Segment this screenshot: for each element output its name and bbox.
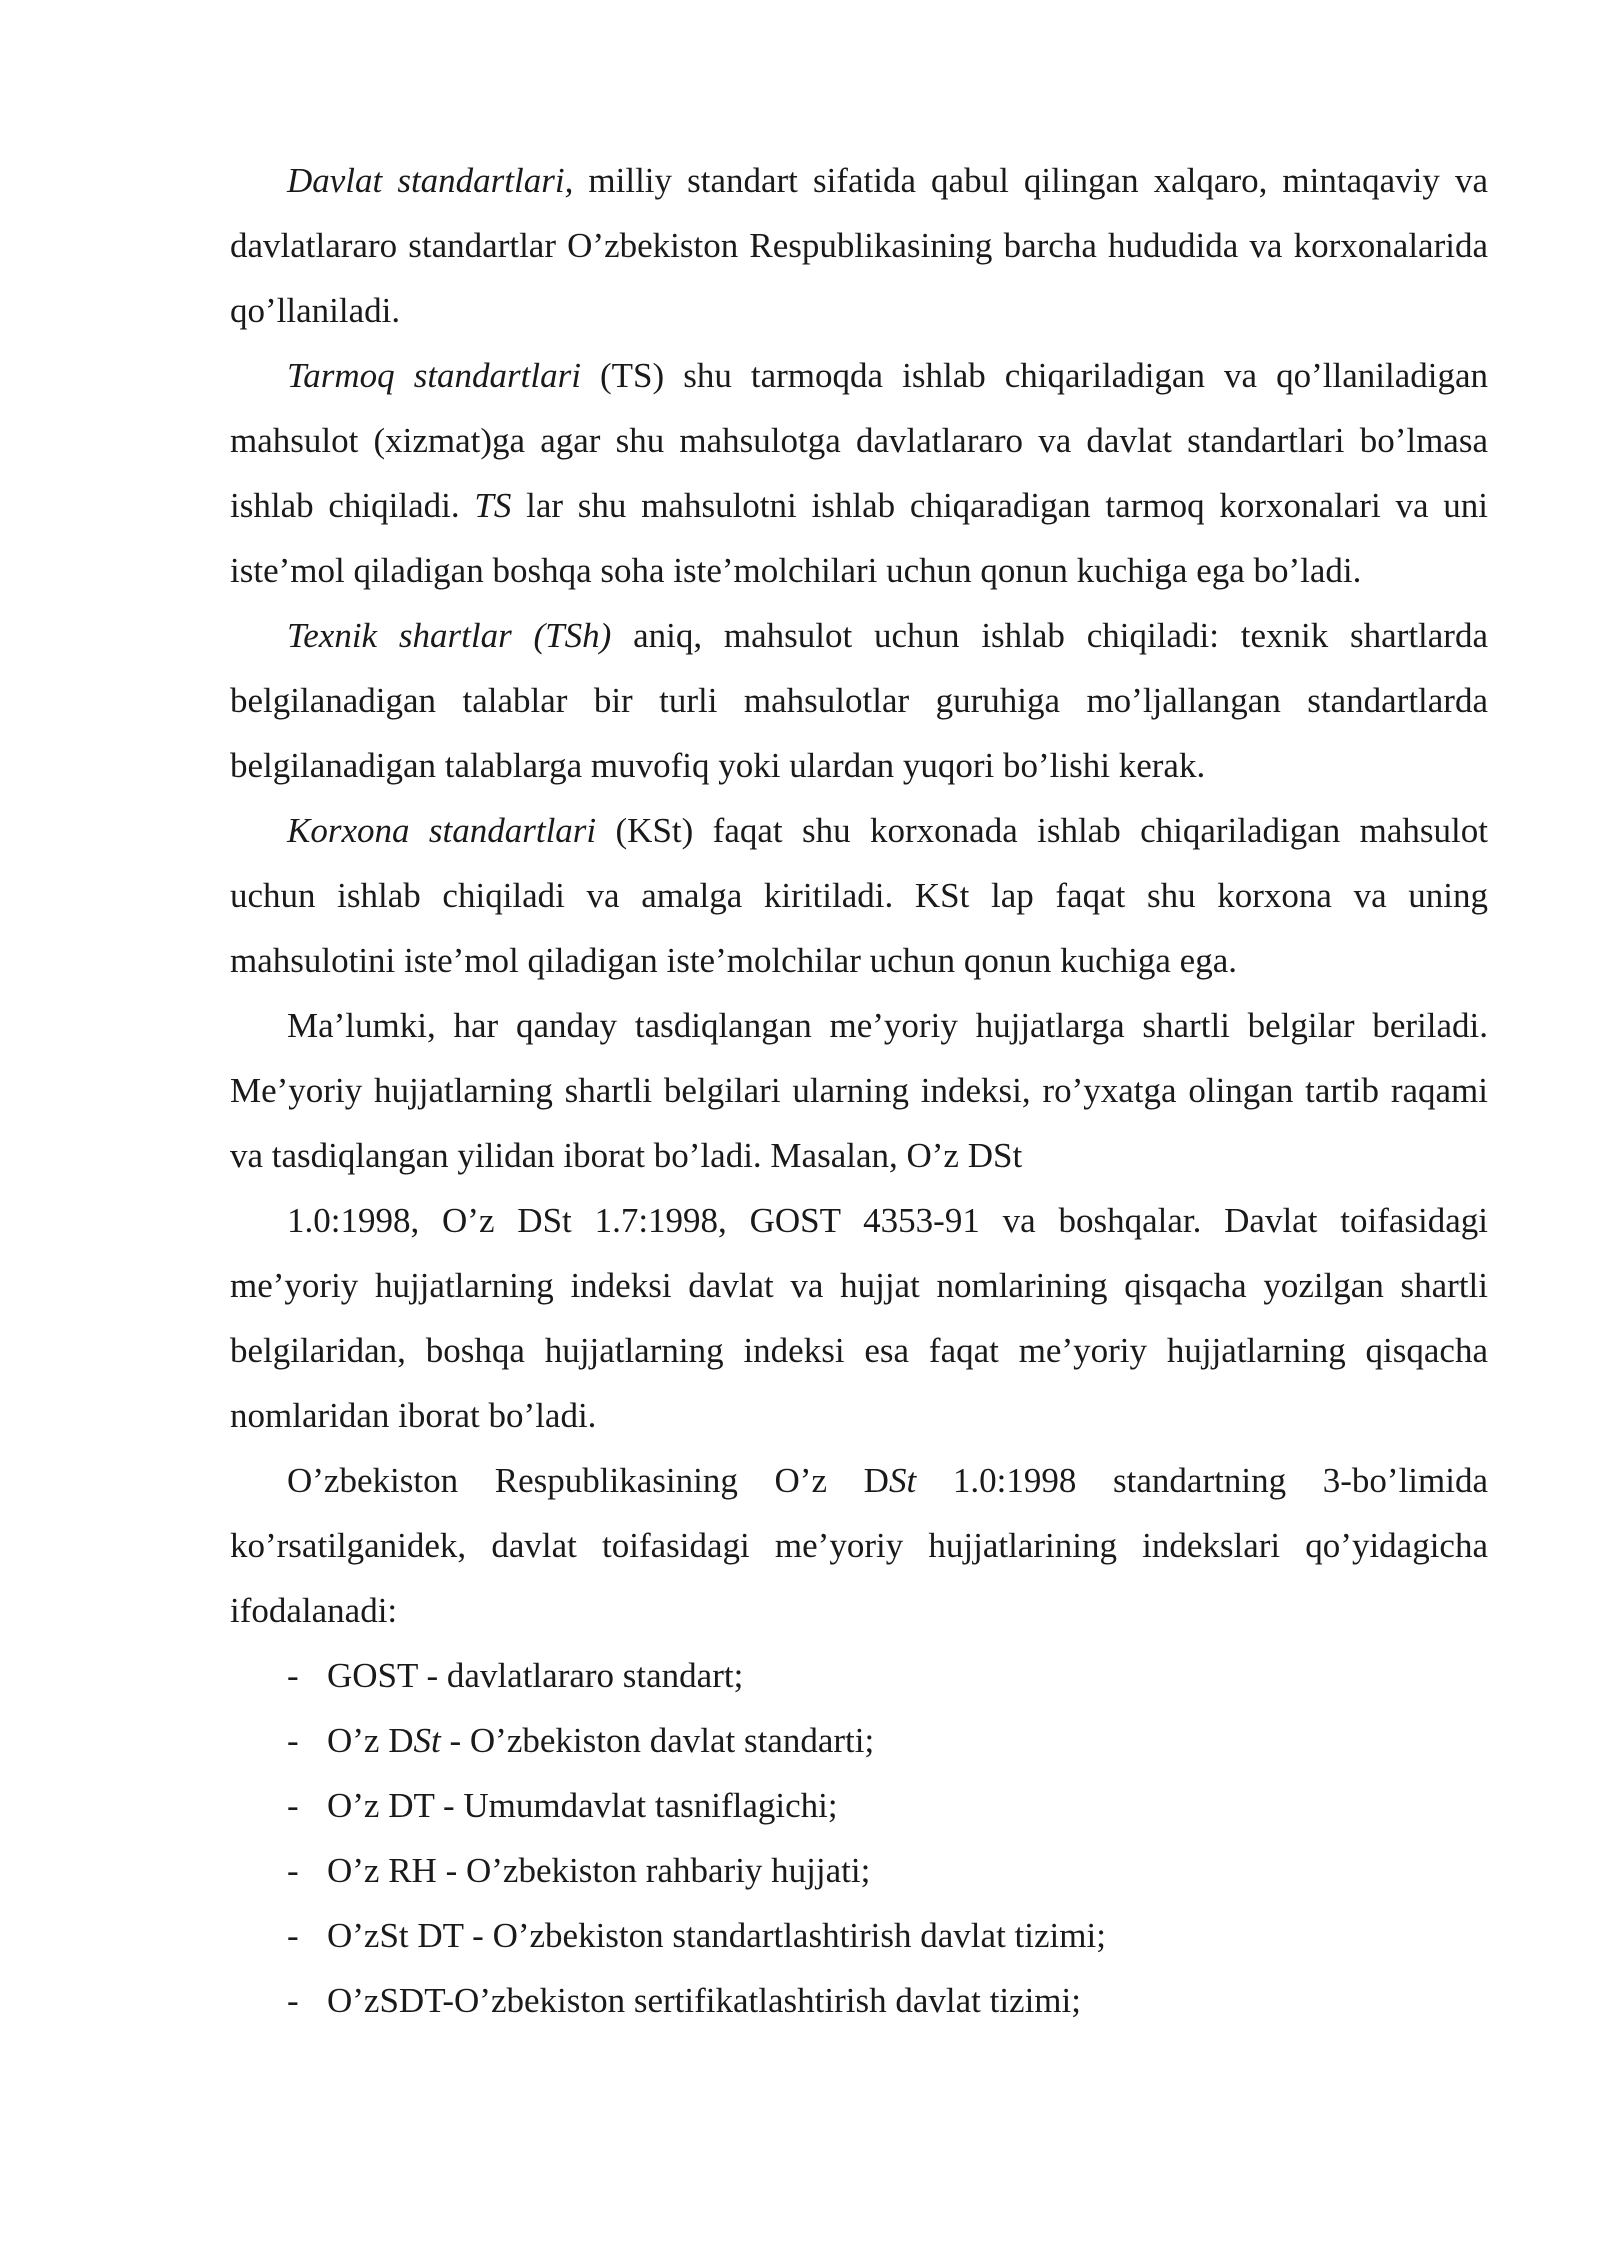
abbreviation-italic: TS (474, 486, 512, 525)
list-item-text: O’z D (327, 1721, 414, 1760)
paragraph-tarmoq-standartlari (230, 343, 1488, 603)
paragraph-ozdst (230, 1448, 1488, 1643)
paragraph-text: aniq, mahsulot uchun ishlab chiqiladi: texnik shartlarda belgilanadigan talablar bir turli mahsulotlar guruhiga mo’ljallangan standartlarda belgilanadigan talablarga muvofiq yoki ulardan yuqori bo’lishi kerak. (230, 616, 1488, 785)
paragraph-text: (TS) shu tarmoqda ishlab chiqariladigan va qo’llaniladigan mahsulot (xizmat)ga agar shu mahsulotga davlatlararo va davlat standartlari bo’lmasa ishlab chiqiladi. (230, 356, 1488, 525)
list-dash: - (287, 1721, 299, 1760)
list-item (230, 1838, 1488, 1903)
paragraph-text: O’zbekiston Respublikasining O’z D (287, 1461, 889, 1500)
abbreviation-italic: St (888, 1461, 917, 1500)
paragraph-text: Ma’lumki, har qanday tasdiqlangan me’yoriy hujjatlarga shartli belgilar beriladi. Me’yoriy hujjatlarning shartli belgilari ularning indeksi, ro’yxatga olingan tartib raqami va tasdiqlangan yilidan iborat bo’ladi. Masalan, O’z DSt (230, 1006, 1488, 1175)
list-dash: - (287, 1916, 299, 1955)
list-item (230, 1968, 1488, 2033)
document-page (230, 148, 1488, 2033)
paragraph-texnik-shartlar (230, 603, 1488, 798)
term-italic: Korxona standartlari (287, 811, 597, 850)
paragraph-text: 1.0:1998, O’z DSt 1.7:1998, GOST 4353-91 va boshqalar. Davlat toifasidagi me’yoriy hujjatlarning indeksi davlat va hujjat nomlarining qisqacha yozilgan shartli belgilaridan, boshqa hujjatlarning indeksi esa faqat me’yoriy hujjatlarning qisqacha nomlaridan iborat bo’ladi. (230, 1201, 1488, 1435)
list-dash: - (287, 1851, 299, 1890)
list-item-text: O’z DT - Umumdavlat tasniflagichi; (327, 1786, 838, 1825)
paragraph-davlat-standartlari (230, 148, 1488, 343)
list-dash: - (287, 1656, 299, 1695)
list-item (230, 1708, 1488, 1773)
paragraph-text: milliy standart sifatida qabul qilingan xalqaro, mintaqaviy va davlatlararo standartlar O’zbekiston Respublikasining barcha hududida va korxonalarida qo’llaniladi. (230, 161, 1488, 330)
list-item-italic: St (413, 1721, 441, 1760)
list-item (230, 1643, 1488, 1708)
paragraph-text: (KSt) faqat shu korxonada ishlab chiqariladigan mahsulot uchun ishlab chiqiladi va amalga kiritiladi. KSt lap faqat shu korxona va uning mahsulotini iste’mol qiladigan iste’molchilar uchun qonun kuchiga ega. (230, 811, 1488, 980)
list-dash: - (287, 1786, 299, 1825)
term-italic: Texnik shartlar (TSh) (287, 616, 612, 655)
list-dash: - (287, 1981, 299, 2020)
paragraph-shartli-belgilar (230, 993, 1488, 1188)
list-item (230, 1903, 1488, 1968)
list-item-text: GOST - davlatlararo standart; (327, 1656, 744, 1695)
list-item-text: O’z RH - O’zbekiston rahbariy hujjati; (327, 1851, 871, 1890)
paragraph-korxona-standartlari (230, 798, 1488, 993)
index-list (230, 1643, 1488, 2033)
term-italic: Tarmoq standartlari (287, 356, 581, 395)
paragraph-indeks (230, 1188, 1488, 1448)
list-item-text: O’zSt DT - O’zbekiston standartlashtirish davlat tizimi; (327, 1916, 1106, 1955)
paragraph-text: 1.0:1998 standartning 3-bo’limida ko’rsatilganidek, davlat toifasidagi me’yoriy hujjatlarining indekslari qo’yidagicha ifodalanadi: (230, 1461, 1488, 1630)
list-item-text: - O’zbekiston davlat standarti; (440, 1721, 875, 1760)
term-italic: Davlat standartlari, (287, 161, 574, 200)
list-item (230, 1773, 1488, 1838)
paragraph-text: lar shu mahsulotni ishlab chiqaradigan tarmoq korxonalari va uni iste’mol qiladigan boshqa soha iste’molchilari uchun qonun kuchiga ega bo’ladi. (230, 486, 1488, 590)
list-item-text: O’zSDT-O’zbekiston sertifikatlashtirish davlat tizimi; (327, 1981, 1081, 2020)
